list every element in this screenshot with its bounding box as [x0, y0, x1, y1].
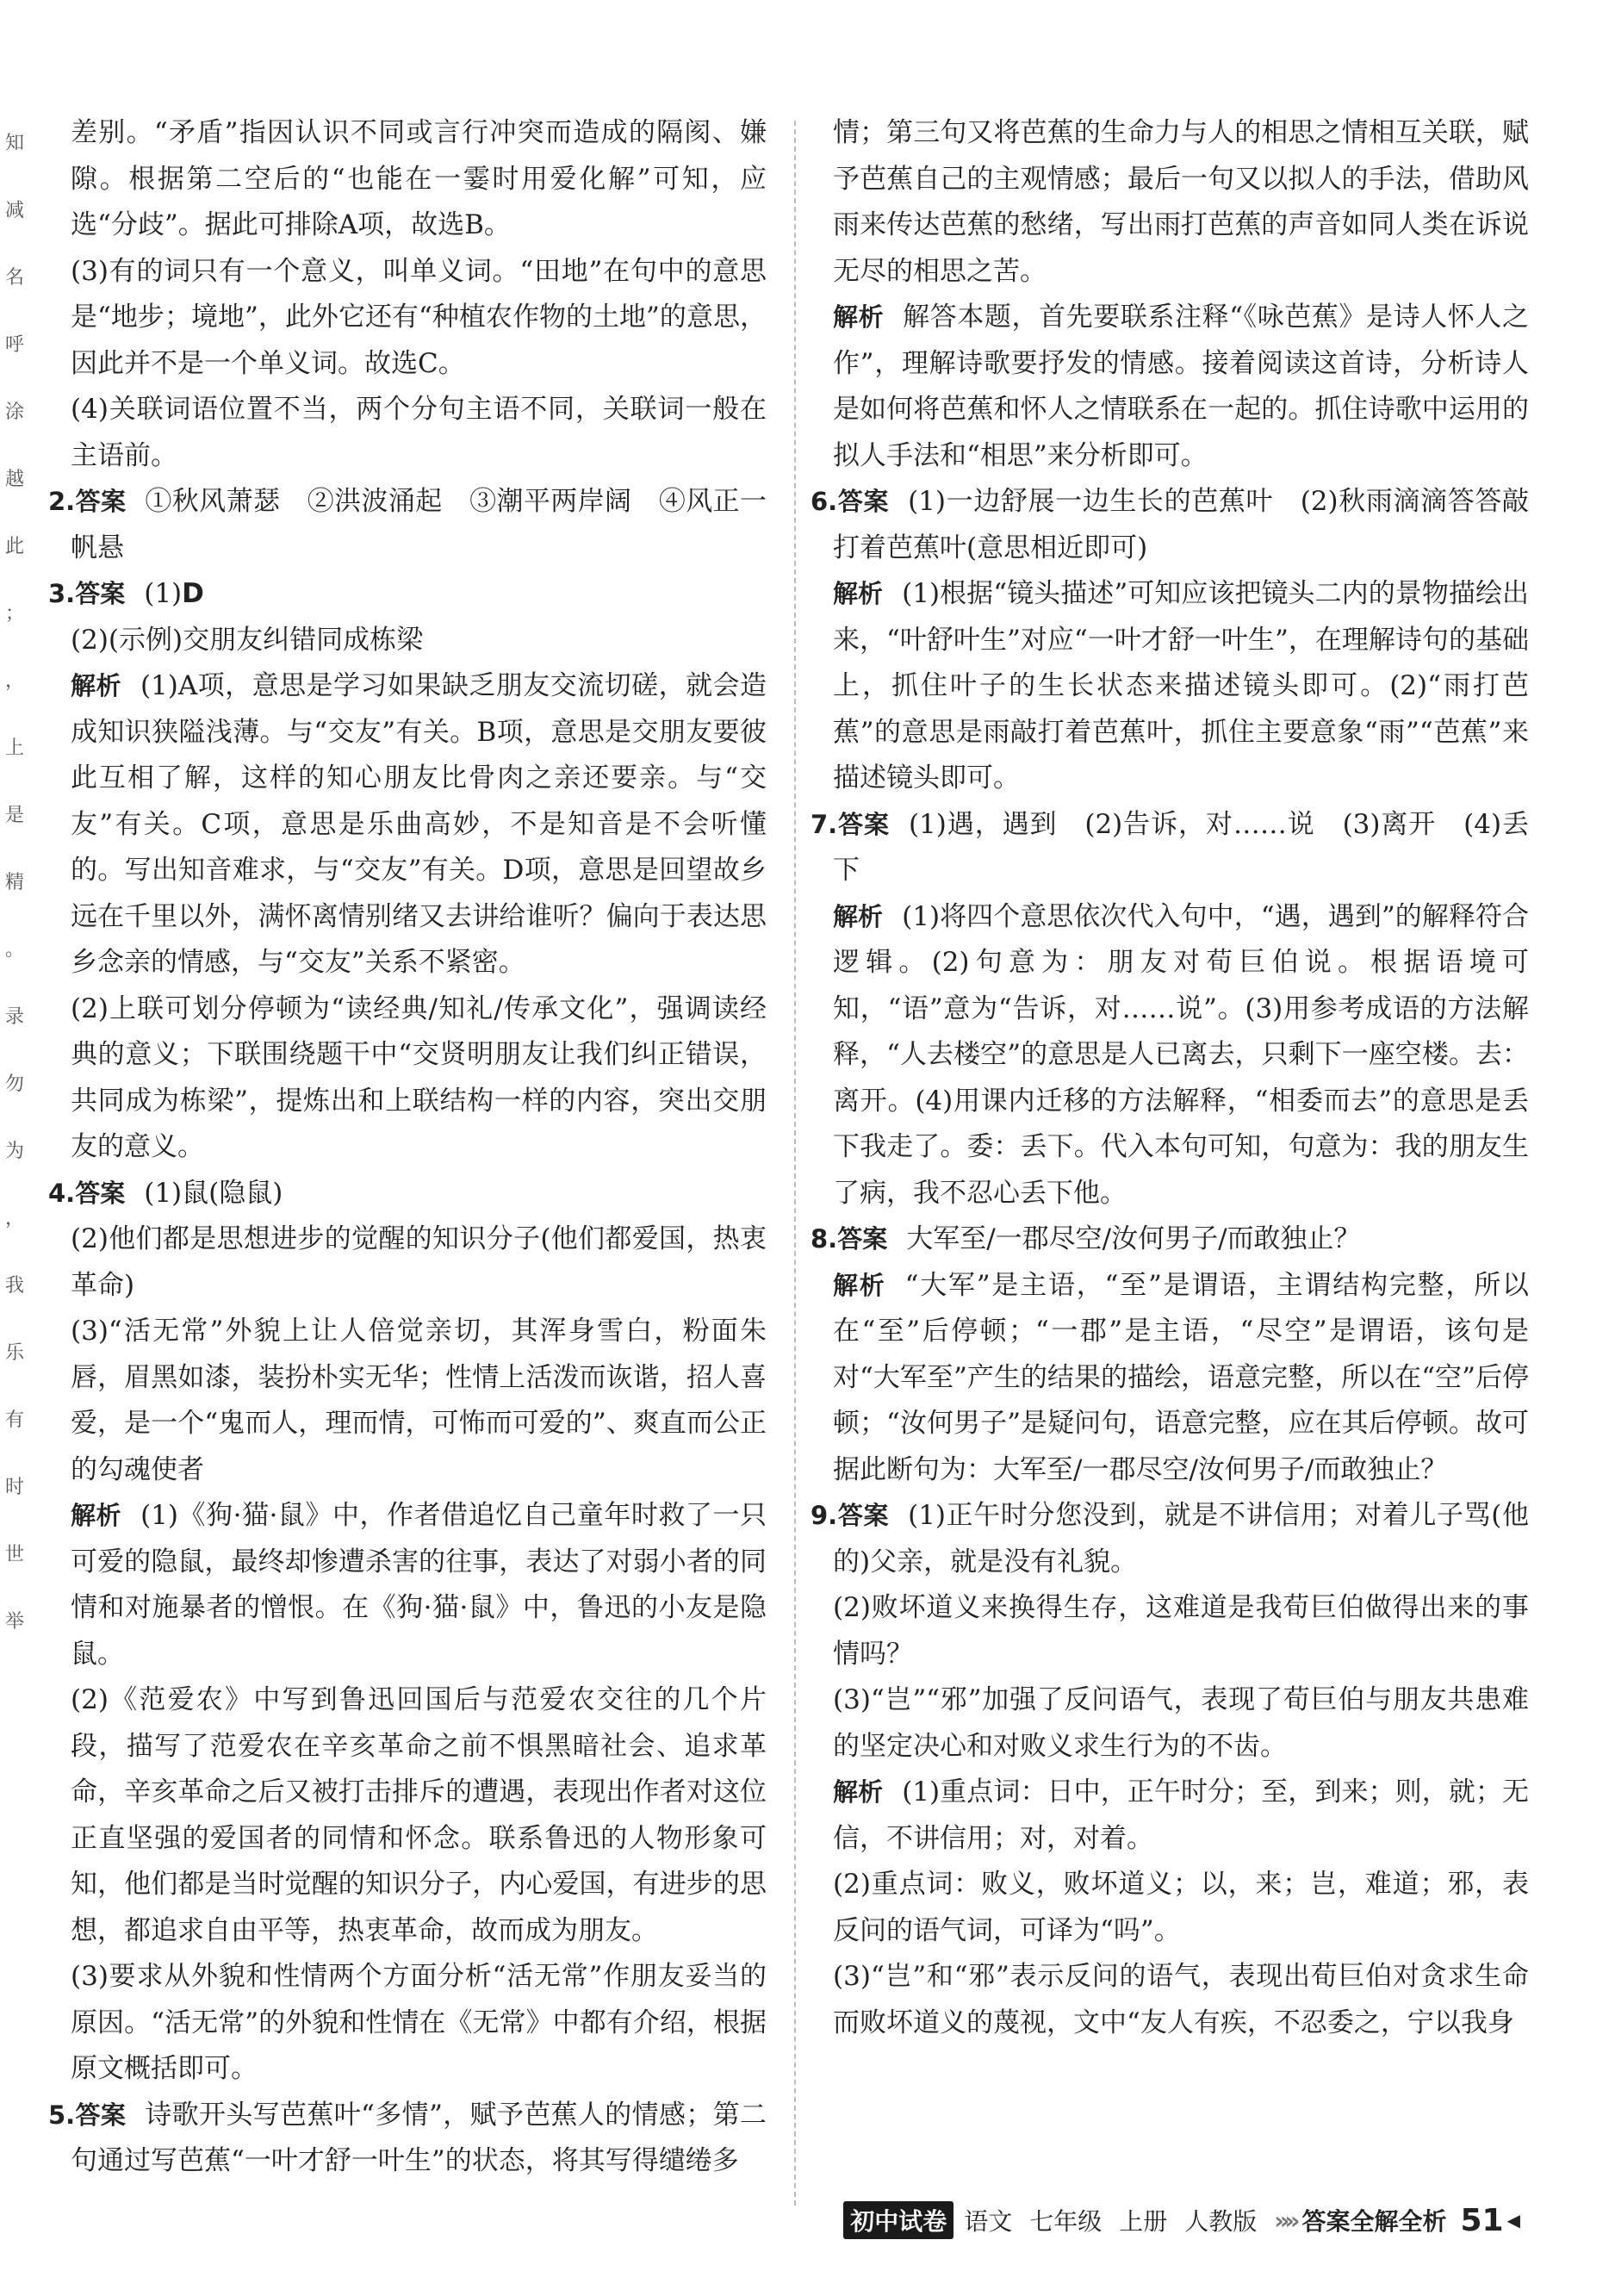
analysis-paragraph [833, 295, 1529, 479]
answer-tag: 答案 [75, 487, 127, 516]
analysis-paragraph [833, 571, 1529, 802]
answer-tag: 答案 [75, 2100, 127, 2130]
analysis-paragraph [833, 894, 1529, 1217]
text-paragraph: (2)他们都是思想进步的觉醒的知识分子(他们都爱国，热衷革命) [71, 1223, 767, 1301]
edge-char: 呼 [4, 334, 24, 356]
answer-tag: 答案 [837, 1224, 888, 1254]
question-answer [48, 571, 767, 618]
edge-char: 知 [4, 133, 24, 154]
right-column [811, 110, 1529, 2046]
question-number: 3. [48, 579, 76, 608]
answer-text: (1)遇，遇到 (2)告诉，对……说 (3)离开 (4)丢下 [833, 808, 1529, 886]
analysis-text: (1)重点词：日中，正午时分；至，到来；则，就；无信，不讲信用；对，对着。 [833, 1776, 1529, 1854]
analysis-tag: 解析 [833, 1777, 884, 1807]
edge-char: 减 [4, 200, 24, 221]
edge-char: 时 [4, 1477, 24, 1498]
footer-title: 答案全解全析 [1301, 2207, 1447, 2236]
footer-grade: 七年级 [1029, 2207, 1103, 2236]
answer-choice: D [182, 578, 204, 609]
analysis-paragraph [71, 1493, 767, 1677]
text-paragraph: (2)上联可划分停顿为“读经典/知礼/传承文化”，强调读经典的意义；下联围绕题干中“交贤明朋友让我们纠正错误，共同成为栋梁”，提炼出和上联结构一样的内容，突出交朋友的意义。 [71, 992, 767, 1162]
analysis-text: “大军”是主语，“至”是谓语，主谓结构完整，所以在“至”后停顿；“一郡”是主语，“尽空”是谓语，该句是对“大军至”产生的结果的描绘，语意完整，所以在“空”后停顿；“汝何男子”是疑问句，语意完整，应在其后停顿。故可据此断句为：大军至/一郡尽空/汝何男子/而敢独止？ [833, 1269, 1529, 1485]
page-number: 51 [1460, 2202, 1504, 2238]
edge-char: ， [4, 670, 24, 692]
answer-text: (1)正午时分您没到，就是不讲信用；对着儿子骂(他的)父亲，就是没有礼貌。 [833, 1500, 1529, 1577]
question-answer [48, 479, 767, 571]
edge-char: 举 [4, 1611, 24, 1633]
question-number: 9. [811, 1501, 838, 1530]
text-paragraph: 情；第三句又将芭蕉的生命力与人的相思之情相互关联，赋予芭蕉自己的主观情感；最后一句又以拟人的手法，借助风雨来传达芭蕉的愁绪，写出雨打芭蕉的声音如同人类在诉说无尽的相思之苦。 [833, 117, 1529, 287]
question-answer [811, 1493, 1529, 1585]
answer-text: 大军至/一郡尽空/汝何男子/而敢独止？ [906, 1223, 1361, 1254]
analysis-text: (1)《狗·猫·鼠》中，作者借追忆自己童年时救了一只可爱的隐鼠，最终却惨遭杀害的往事，表达了对弱小者的同情和对施暴者的憎恨。在《狗·猫·鼠》中，鲁迅的小友是隐鼠。 [71, 1500, 767, 1670]
edge-char: 涂 [4, 401, 24, 423]
page-footer [843, 2201, 1520, 2239]
analysis-paragraph [833, 1770, 1529, 1862]
analysis-tag: 解析 [71, 671, 121, 700]
text-paragraph: (2)《范爱农》中写到鲁迅回国后与范爱农交往的几个片段，描写了范爱农在辛亥革命之前不惧黑暗社会、追求革命，辛亥革命之后又被打击排斥的遭遇，表现出作者对这位正直坚强的爱国者的同情和怀念。联系鲁迅的人物形象可知，他们都是当时觉醒的知识分子，内心爱国，有进步的思想，都追求自由平等，热衷革命，故而成为朋友。 [71, 1684, 767, 1946]
answer-tag: 答案 [75, 579, 126, 608]
left-edge-bleed-text [0, 129, 29, 2111]
edge-char: 上 [4, 737, 24, 759]
text-paragraph: (3)“岂”和“邪”表示反问的语气，表现出荀巨伯对贪求生命而败坏道义的蔑视，文中“友人有疾，不忍委之，宁以我身 [833, 1961, 1529, 2038]
question-answer [48, 1171, 767, 1217]
edge-char: 。 [4, 939, 24, 961]
analysis-tag: 解析 [71, 1501, 122, 1530]
double-chevron-icon: »» [1274, 2206, 1295, 2235]
question-number: 6. [811, 487, 838, 516]
text-paragraph: (2)重点词：败义，败坏道义；以，来；岂，难道；邪，表反问的语气词，可译为“吗”。 [833, 1869, 1529, 1946]
edge-char: 有 [4, 1409, 24, 1431]
answer-text: ①秋风萧瑟 ②洪波涌起 ③潮平两岸阔 ④风正一帆悬 [71, 486, 767, 563]
text-paragraph: (3)要求从外貌和性情两个方面分析“活无常”作朋友妥当的原因。“活无常”的外貌和性情在《无常》中都有介绍，根据原文概括即可。 [71, 1961, 767, 2084]
question-answer [811, 1216, 1529, 1263]
question-number: 7. [811, 809, 838, 839]
edge-char: 勿 [4, 1073, 24, 1095]
answer-tag: 答案 [837, 487, 890, 516]
edge-char: 名 [4, 267, 24, 289]
column-divider [794, 121, 796, 2206]
footer-edition: 人教版 [1184, 2207, 1258, 2236]
question-number: 8. [811, 1224, 838, 1254]
analysis-tag: 解析 [833, 302, 885, 332]
analysis-tag: 解析 [833, 901, 884, 931]
left-column [48, 110, 767, 2185]
analysis-tag: 解析 [833, 1270, 886, 1300]
edge-char: 此 [4, 536, 24, 557]
edge-char: 为 [4, 1141, 24, 1162]
analysis-text: 解答本题，首先要联系注释“《咏芭蕉》是诗人怀人之作”，理解诗歌要抒发的情感。接着阅读这首诗，分析诗人是如何将芭蕉和怀人之情联系在一起的。抓住诗歌中运用的拟人手法和“相思”来分析即可。 [833, 302, 1529, 471]
edge-char: 我 [4, 1275, 24, 1297]
text-paragraph: (3)“活无常”外貌上让人倍觉亲切，其浑身雪白，粉面朱唇，眉黑如漆，装扮朴实无华；性情上活泼而诙谐，招人喜爱，是一个“鬼而人，理而情，可怖而可爱的”、爽直而公正的勾魂使者 [71, 1316, 767, 1485]
edge-char: 录 [4, 1006, 24, 1028]
edge-char: 越 [4, 469, 24, 490]
triangle-left-icon: ◀ [1506, 2210, 1520, 2231]
text-paragraph: 差别。“矛盾”指因认识不同或言行冲突而造成的隔阂、嫌隙。根据第二空后的“也能在一霎时用爱化解”可知，应选“分歧”。据此可排除A项，故选B。 [71, 117, 767, 240]
question-number: 2. [48, 487, 76, 516]
footer-subject: 语文 [964, 2207, 1013, 2236]
edge-char: 精 [4, 872, 24, 893]
answer-text: (1)鼠(隐鼠) [144, 1177, 283, 1209]
answer-text: (1)一边舒展一边生长的芭蕉叶 (2)秋雨滴滴答答敲打着芭蕉叶(意思相近即可) [833, 486, 1529, 563]
question-answer [811, 802, 1529, 894]
analysis-tag: 解析 [833, 579, 884, 608]
question-answer [48, 2093, 767, 2185]
footer-volume: 上册 [1119, 2207, 1168, 2236]
edge-char: 是 [4, 805, 24, 826]
answer-tag: 答案 [837, 809, 890, 839]
analysis-text: (1)将四个意思依次代入句中，“遇，遇到”的解释符合逻辑。(2)句意为：朋友对荀巨伯说。根据语境可知，“语”意为“告诉，对……说”。(3)用参考成语的方法解释，“人去楼空”的意思是人已离去，只剩下一座空楼。去：离开。(4)用课内迁移的方法解释，“相委而去”的意思是丢下我走了。委：丢下。代入本句可知，句意为：我的朋友生了病，我不忍心丢下他。 [833, 900, 1529, 1209]
analysis-paragraph [71, 663, 767, 986]
edge-char: ； [4, 603, 24, 625]
analysis-text: (1)根据“镜头描述”可知应该把镜头二内的景物描绘出来，“叶舒叶生”对应“一叶才舒一叶生”，在理解诗句的基础上，抓住叶子的生长状态来描述镜头即可。(2)“雨打芭蕉”的意思是雨敲打着芭蕉叶，抓住主要意象“雨”“芭蕉”来描述镜头即可。 [833, 578, 1529, 793]
answer-text: 诗歌开头写芭蕉叶“多情”，赋予芭蕉人的情感；第二句通过写芭蕉“一叶才舒一叶生”的状态，将其写得缱绻多 [71, 2099, 767, 2176]
edge-char: 乐 [4, 1342, 24, 1364]
question-number: 5. [48, 2100, 76, 2130]
analysis-text: (1)A项，意思是学习如果缺乏朋友交流切磋，就会造成知识狭隘浅薄。与“交友”有关。B项，意思是交朋友要彼此互相了解，这样的知心朋友比骨肉之亲还要亲。与“交友”有关。C项，意思是乐曲高妙，不是知音是不会听懂的。写出知音难求，与“交友”有关。D项，意思是回望故乡远在千里以外，满怀离情别绪又去讲给谁听？偏向于表达思乡念亲的情感，与“交友”关系不紧密。 [71, 670, 767, 978]
edge-char: ， [4, 1208, 24, 1229]
edge-char: 世 [4, 1544, 24, 1565]
text-paragraph: (3)“岂”“邪”加强了反问语气，表现了荀巨伯与朋友共患难的坚定决心和对败义求生行为的不齿。 [833, 1684, 1529, 1762]
answer-tag: 答案 [837, 1501, 890, 1530]
text-paragraph: (3)有的词只有一个意义，叫单义词。“田地”在句中的意思是“地步；境地”，此外它还有“种植农作物的土地”的意思，因此并不是一个单义词。故选C。 [71, 255, 767, 379]
text-paragraph: (2)败坏道义来换得生存，这难道是我荀巨伯做得出来的事情吗？ [833, 1592, 1529, 1670]
answer-tag: 答案 [75, 1178, 126, 1208]
brand-label: 初中试卷 [843, 2201, 953, 2239]
text-paragraph: (4)关联词语位置不当，两个分句主语不同，关联词一般在主语前。 [71, 394, 767, 471]
question-number: 4. [48, 1178, 76, 1208]
analysis-paragraph [833, 1263, 1529, 1494]
text-paragraph: (2)(示例)交朋友纠错同成栋梁 [71, 624, 424, 656]
question-answer [811, 479, 1529, 571]
answer-text: (1) [144, 578, 183, 609]
